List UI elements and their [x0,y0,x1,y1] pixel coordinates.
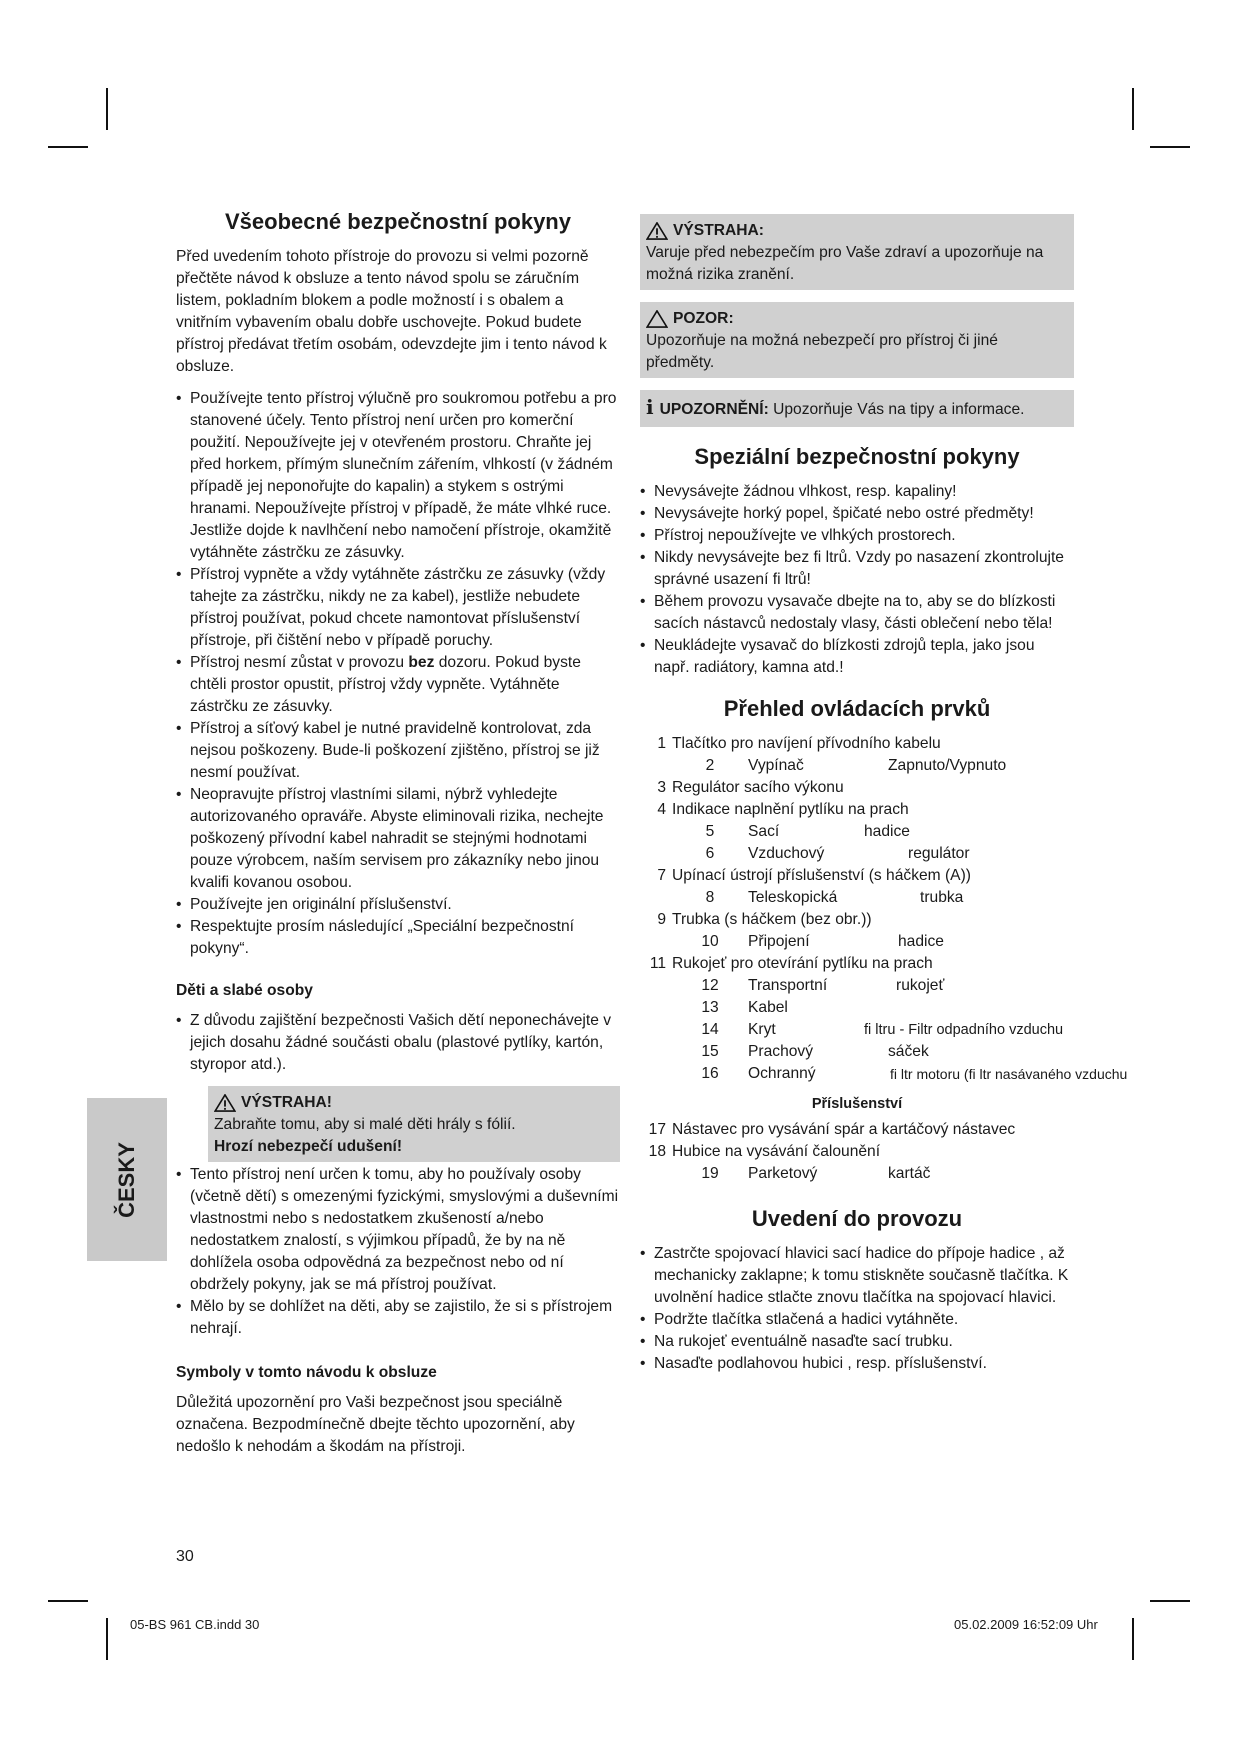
caution-box-text: Upozorňuje na možná nebezpečí pro přístroj či jiné předměty. [646,332,998,371]
special-safety-title: Speziální bezpečnostní pokyny [694,444,1020,469]
warning-box-title: VÝSTRAHA: [646,220,1068,242]
list-item: • Mělo by se dohlížet na děti, aby se zajistilo, že si s přístrojem nehrají. [176,1296,620,1340]
overview-row: 18 Hubice na vysávání čalounění [648,1143,881,1160]
warning-box-line: Zabraňte tomu, aby si malé děti hrály s fólií. [214,1116,516,1133]
warning-box-line-bold: Hrozí nebezpečí udušení! [214,1138,403,1155]
list-item: • Na rukojeť eventuálně nasaďte sací trubku. [640,1331,1074,1353]
list-item: • Nevysávejte žádnou vlhkost, resp. kapaliny! [640,481,1074,503]
crop-mark [1132,88,1134,130]
warning-triangle-icon [214,1094,236,1112]
page-number: 30 [176,1548,194,1565]
crop-mark [48,1600,88,1602]
commissioning-title: Uvedení do provozu [751,1206,963,1231]
caution-triangle-icon [646,310,668,328]
crop-mark [48,146,88,148]
accessories-heading: Příslušenství [811,1096,903,1112]
list-item: • Nevysávejte horký popel, špičaté nebo ostré předměty! [640,503,1074,525]
warning-box [640,214,1074,290]
left-column [176,208,620,1458]
right-column [640,214,1128,1375]
list-item: • Používejte tento přístroj výlučně pro soukromou potřebu a pro stanovené účely. Tento přístroj není určen pro komerční použití. Nepoužívejte jej v otevřeném prostoru. Chraňte jej před horkem, přímým slunečním zářením, vlhkostí (v žádném případě jej neponořujte do kapalin) a stykem s ostrými hranami. Nepoužívejte přístroj v případě, že máte vlhké ruce. Jestliže dojde k navlhčení nebo namočení přístroje, okamžitě vytáhněte zástrčku ze zásuvky. [176,388,620,564]
intro-paragraph: Před uvedením tohoto přístroje do provozu si velmi pozorně přečtěte návod k obsluze a tento návod spolu se záručním listem, pokladním blokem a podle možností i s obalem a vnitřním vybavením obalu dobře uschovejte. Pokud budete přístroj předávat třetím osobám, odevzdejte jim i tento návod k obsluze. [176,248,607,375]
overview-row: 10 Připojení hadice [701,933,944,950]
list-item: • Respektujte prosím následující „Speciální bezpečnostní pokyny“. [176,916,620,960]
list-item: • Zastrčte spojovací hlavici sací hadice do přípoje hadice , až mechanicky zaklapne; k tomu stiskněte současně tlačítka. K uvolnění hadice stlačte znovu tlačítka na spojovací hlavici. [640,1243,1074,1309]
overview-row: 16 Ochranný fi ltr motoru (fi ltr nasávaného vzduchu [701,1065,1128,1082]
overview-row: 4 Indikace naplnění pytlíku na prach [657,801,909,818]
footer-file: 05-BS 961 CB.indd 30 [130,1617,260,1632]
list-item: • Z důvodu zajištění bezpečnosti Vašich dětí neponechávejte v jejich dosahu žádné součásti obalu (plastové pytlíky, kartón, styropor atd.). [176,1010,620,1076]
commissioning-list [640,1243,1074,1375]
crop-mark [106,88,108,130]
overview-row: 1 Tlačítko pro navíjení přívodního kabelu [657,735,941,752]
children-list-2 [176,1164,620,1340]
list-item: • Podržte tlačítka stlačená a hadici vytáhněte. [640,1309,1074,1331]
general-safety-title: Všeobecné bezpečnostní pokyny [225,209,571,234]
list-item: • Neukládejte vysavač do blízkosti zdrojů tepla, jako jsou např. radiátory, kamna atd.! [640,635,1074,679]
overview-row: 2 Vypínač Zapnuto/Vypnuto [705,757,1007,774]
warning-box-children [208,1086,620,1162]
safety-list [176,388,620,960]
symbols-heading: Symboly v tomto návodu k obsluze [176,1364,437,1381]
crop-mark [106,1618,108,1660]
caution-box-title: POZOR: [646,308,1068,330]
crop-mark [1132,1618,1134,1660]
warning-box-title: VÝSTRAHA! [214,1092,614,1114]
list-item: • Nikdy nevysávejte bez fi ltrů. Vzdy po nasazení zkontrolujte správné usazení fi ltrů! [640,547,1074,591]
children-list [176,1010,620,1076]
info-icon: i [646,395,654,419]
overview-row: 11 Rukojeť pro otevírání pytlíku na prach [649,955,933,972]
overview-row: 7 Upínací ústrojí příslušenství (s háčkem (A)) [657,867,971,884]
caution-box [640,302,1074,378]
crop-mark [1150,146,1190,148]
overview-row: 14 Kryt fi ltru - Filtr odpadního vzduchu [701,1021,1064,1038]
overview-row: 12 Transportní rukojeť [701,977,945,994]
warning-box-text: Varuje před nebezpečím pro Vaše zdraví a upozorňuje na možná rizika zranění. [646,244,1044,283]
children-heading: Děti a slabé osoby [176,982,313,999]
language-tab-label: ČESKY [114,1142,139,1218]
footer-timestamp: 05.02.2009 16:52:09 Uhr [954,1617,1098,1632]
note-box-title: UPOZORNĚNÍ: [659,401,769,418]
list-item: • Přístroj nesmí zůstat v provozu bez dozoru. Pokud byste chtěli prostor opustit, přístroj vždy vypněte. Vytáhněte zástrčku ze zásuvky. [176,652,620,718]
list-item: • Přístroj nepoužívejte ve vlhkých prostorech. [640,525,1074,547]
warning-triangle-icon [646,222,668,240]
special-list [640,481,1074,679]
overview-row: 8 Teleskopická trubka [705,889,964,906]
list-item: • Přístroj a síťový kabel je nutné pravidelně kontrolovat, zda nejsou poškozeny. Bude-li poškození zjištěno, přístroj se již nesmí používat. [176,718,620,784]
overview-row: 17 Nástavec pro vysávání spár a kartáčový nástavec [648,1121,1016,1138]
list-item: • Tento přístroj není určen k tomu, aby ho používaly osoby (včetně dětí) s omezenými fyzickými, smyslovými a duševními vlastnostmi nebo s nedostatkem zkušeností a/nebo nedostatkem znalostí, s výjimkou případů, že by na ně dohlížela osoba odpovědná za bezpečnost nebo od ní obdržely pokyny, jak se má přístroj používat. [176,1164,620,1296]
crop-mark [1150,1600,1190,1602]
overview-row: 19 Parketový kartáč [701,1165,931,1182]
list-item: • Přístroj vypněte a vždy vytáhněte zástrčku ze zásuvky (vždy tahejte za zástrčku, nikdy ne za kabel), jestliže nebudete přístroj používat, pokud chcete namontovat příslušenství přístroje, při čištění nebo v případě poruchy. [176,564,620,652]
overview-row: 3 Regulátor sacího výkonu [657,779,844,796]
list-item: • Používejte jen originální příslušenství. [176,894,620,916]
overview-row: 13 Kabel [701,999,788,1016]
overview-list [640,733,1128,1185]
list-item: • Během provozu vysavače dbejte na to, aby se do blízkosti sacích nástavců nedostaly vlasy, části oblečení nebo těla! [640,591,1074,635]
overview-row: 6 Vzduchový regulátor [705,845,970,862]
note-box-text: Upozorňuje Vás na tipy a informace. [773,401,1025,418]
list-item: • Nasaďte podlahovou hubici , resp. příslušenství. [640,1353,1074,1375]
overview-title: Přehled ovládacích prvků [723,696,991,721]
note-box [640,390,1074,427]
symbols-paragraph: Důležitá upozornění pro Vaši bezpečnost jsou speciálně označena. Bezpodmínečně dbejte těchto upozornění, aby nedošlo k nehodám a škodám na přístroji. [176,1394,575,1455]
overview-row: 9 Trubka (s háčkem (bez obr.)) [657,911,872,928]
list-item: • Neopravujte přístroj vlastními silami, nýbrž vyhledejte autorizovaného opraváře. Abyste eliminovali rizika, nechejte poškozený přívodní kabel nahradit se stejnými hodnotami pouze výrobcem, naším servisem pro zákazníky nebo jinou kvalifi kovanou osobou. [176,784,620,894]
overview-row: 5 Sací hadice [705,823,910,840]
overview-row: 15 Prachový sáček [701,1043,929,1060]
